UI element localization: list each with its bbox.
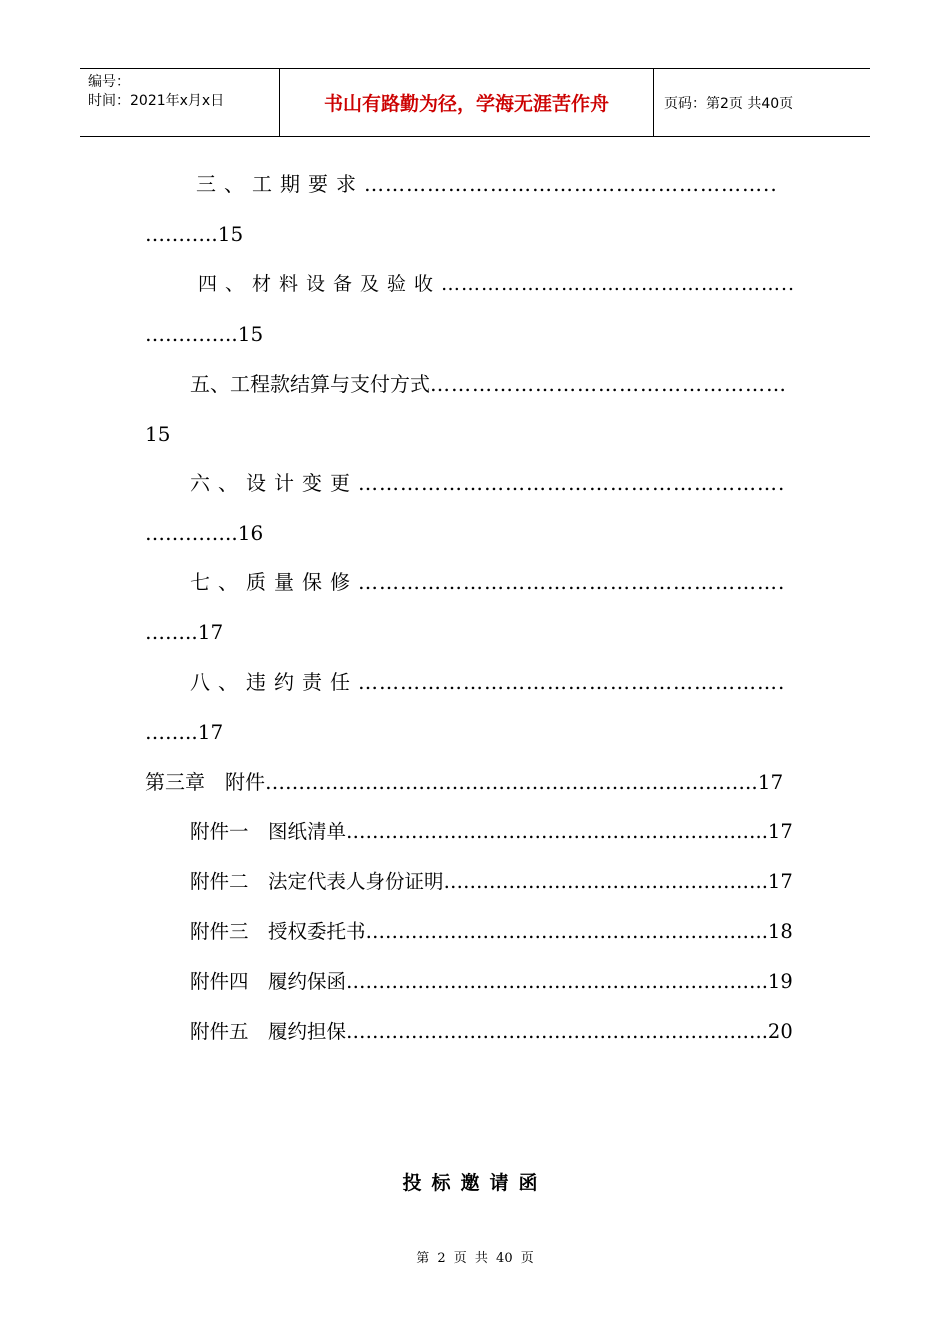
page-footer: 第 2 页 共 40 页 [416, 1251, 534, 1266]
date-field: 时间：2021年x月x日 [88, 93, 225, 109]
toc-entry-6-cont: …………..16 [145, 521, 264, 545]
header-page-number: 页码：第2页 共40页 [664, 95, 794, 112]
toc-entry-appendix-3: 附件三 授权委托书……………………………………………………..18 [190, 920, 793, 943]
toc-entry-7: 七、质量保修……………………………………………………. [190, 570, 786, 594]
serial-number: 编号： [88, 74, 130, 90]
header-motto: 书山有路勤为径，学海无涯苦作舟 [280, 69, 654, 136]
toc-entry-8: 八、违约责任……………………………………………………. [190, 670, 786, 694]
toc-entry-7-cont: ……..17 [145, 620, 224, 644]
toc-page: 18 [767, 920, 793, 943]
toc-entry-appendix-4: 附件四 履约保函………………………………………………………..19 [190, 970, 793, 993]
toc-page: 15 [237, 322, 264, 346]
toc-page: 17 [767, 870, 793, 893]
toc-page: 17 [197, 620, 224, 644]
toc-page: 17 [197, 720, 224, 744]
toc-entry-chapter-3: 第三章 附件………………………………………………………………..17 [145, 770, 784, 794]
toc-entry-5: 五、工程款结算与支付方式…………………………………………… [190, 372, 787, 396]
section-title: 投标邀请函 [402, 1172, 548, 1194]
toc-page: 20 [767, 1020, 793, 1043]
toc-entry-4-cont: …………..15 [145, 322, 264, 346]
toc-page: 17 [757, 770, 784, 794]
toc-entry-4: 四、材料设备及验收…………………………………………….. [198, 273, 796, 295]
toc-page: 15 [145, 422, 171, 446]
toc-entry-appendix-2: 附件二 法定代表人身份证明…………………………………………..17 [190, 870, 793, 893]
toc-entry-appendix-5: 附件五 履约担保………………………………………………………..20 [190, 1020, 793, 1043]
toc-page: 17 [767, 820, 793, 843]
toc-entry-3-cont: ………..15 [145, 222, 244, 246]
header-meta [80, 69, 280, 136]
toc-entry-8-cont: ……..17 [145, 720, 224, 744]
toc-entry-5-cont [145, 422, 170, 446]
toc-entry-3: 三、工期要求………………………………………………….. [196, 172, 778, 196]
toc-page: 16 [237, 521, 264, 545]
toc-page: 15 [217, 222, 244, 246]
toc-entry-appendix-1: 附件一 图纸清单………………………………………………………..17 [190, 820, 793, 843]
toc-page: 19 [767, 970, 793, 993]
document-header [80, 68, 870, 137]
toc-entry-6: 六、设计变更……………………………………………………. [190, 471, 786, 495]
